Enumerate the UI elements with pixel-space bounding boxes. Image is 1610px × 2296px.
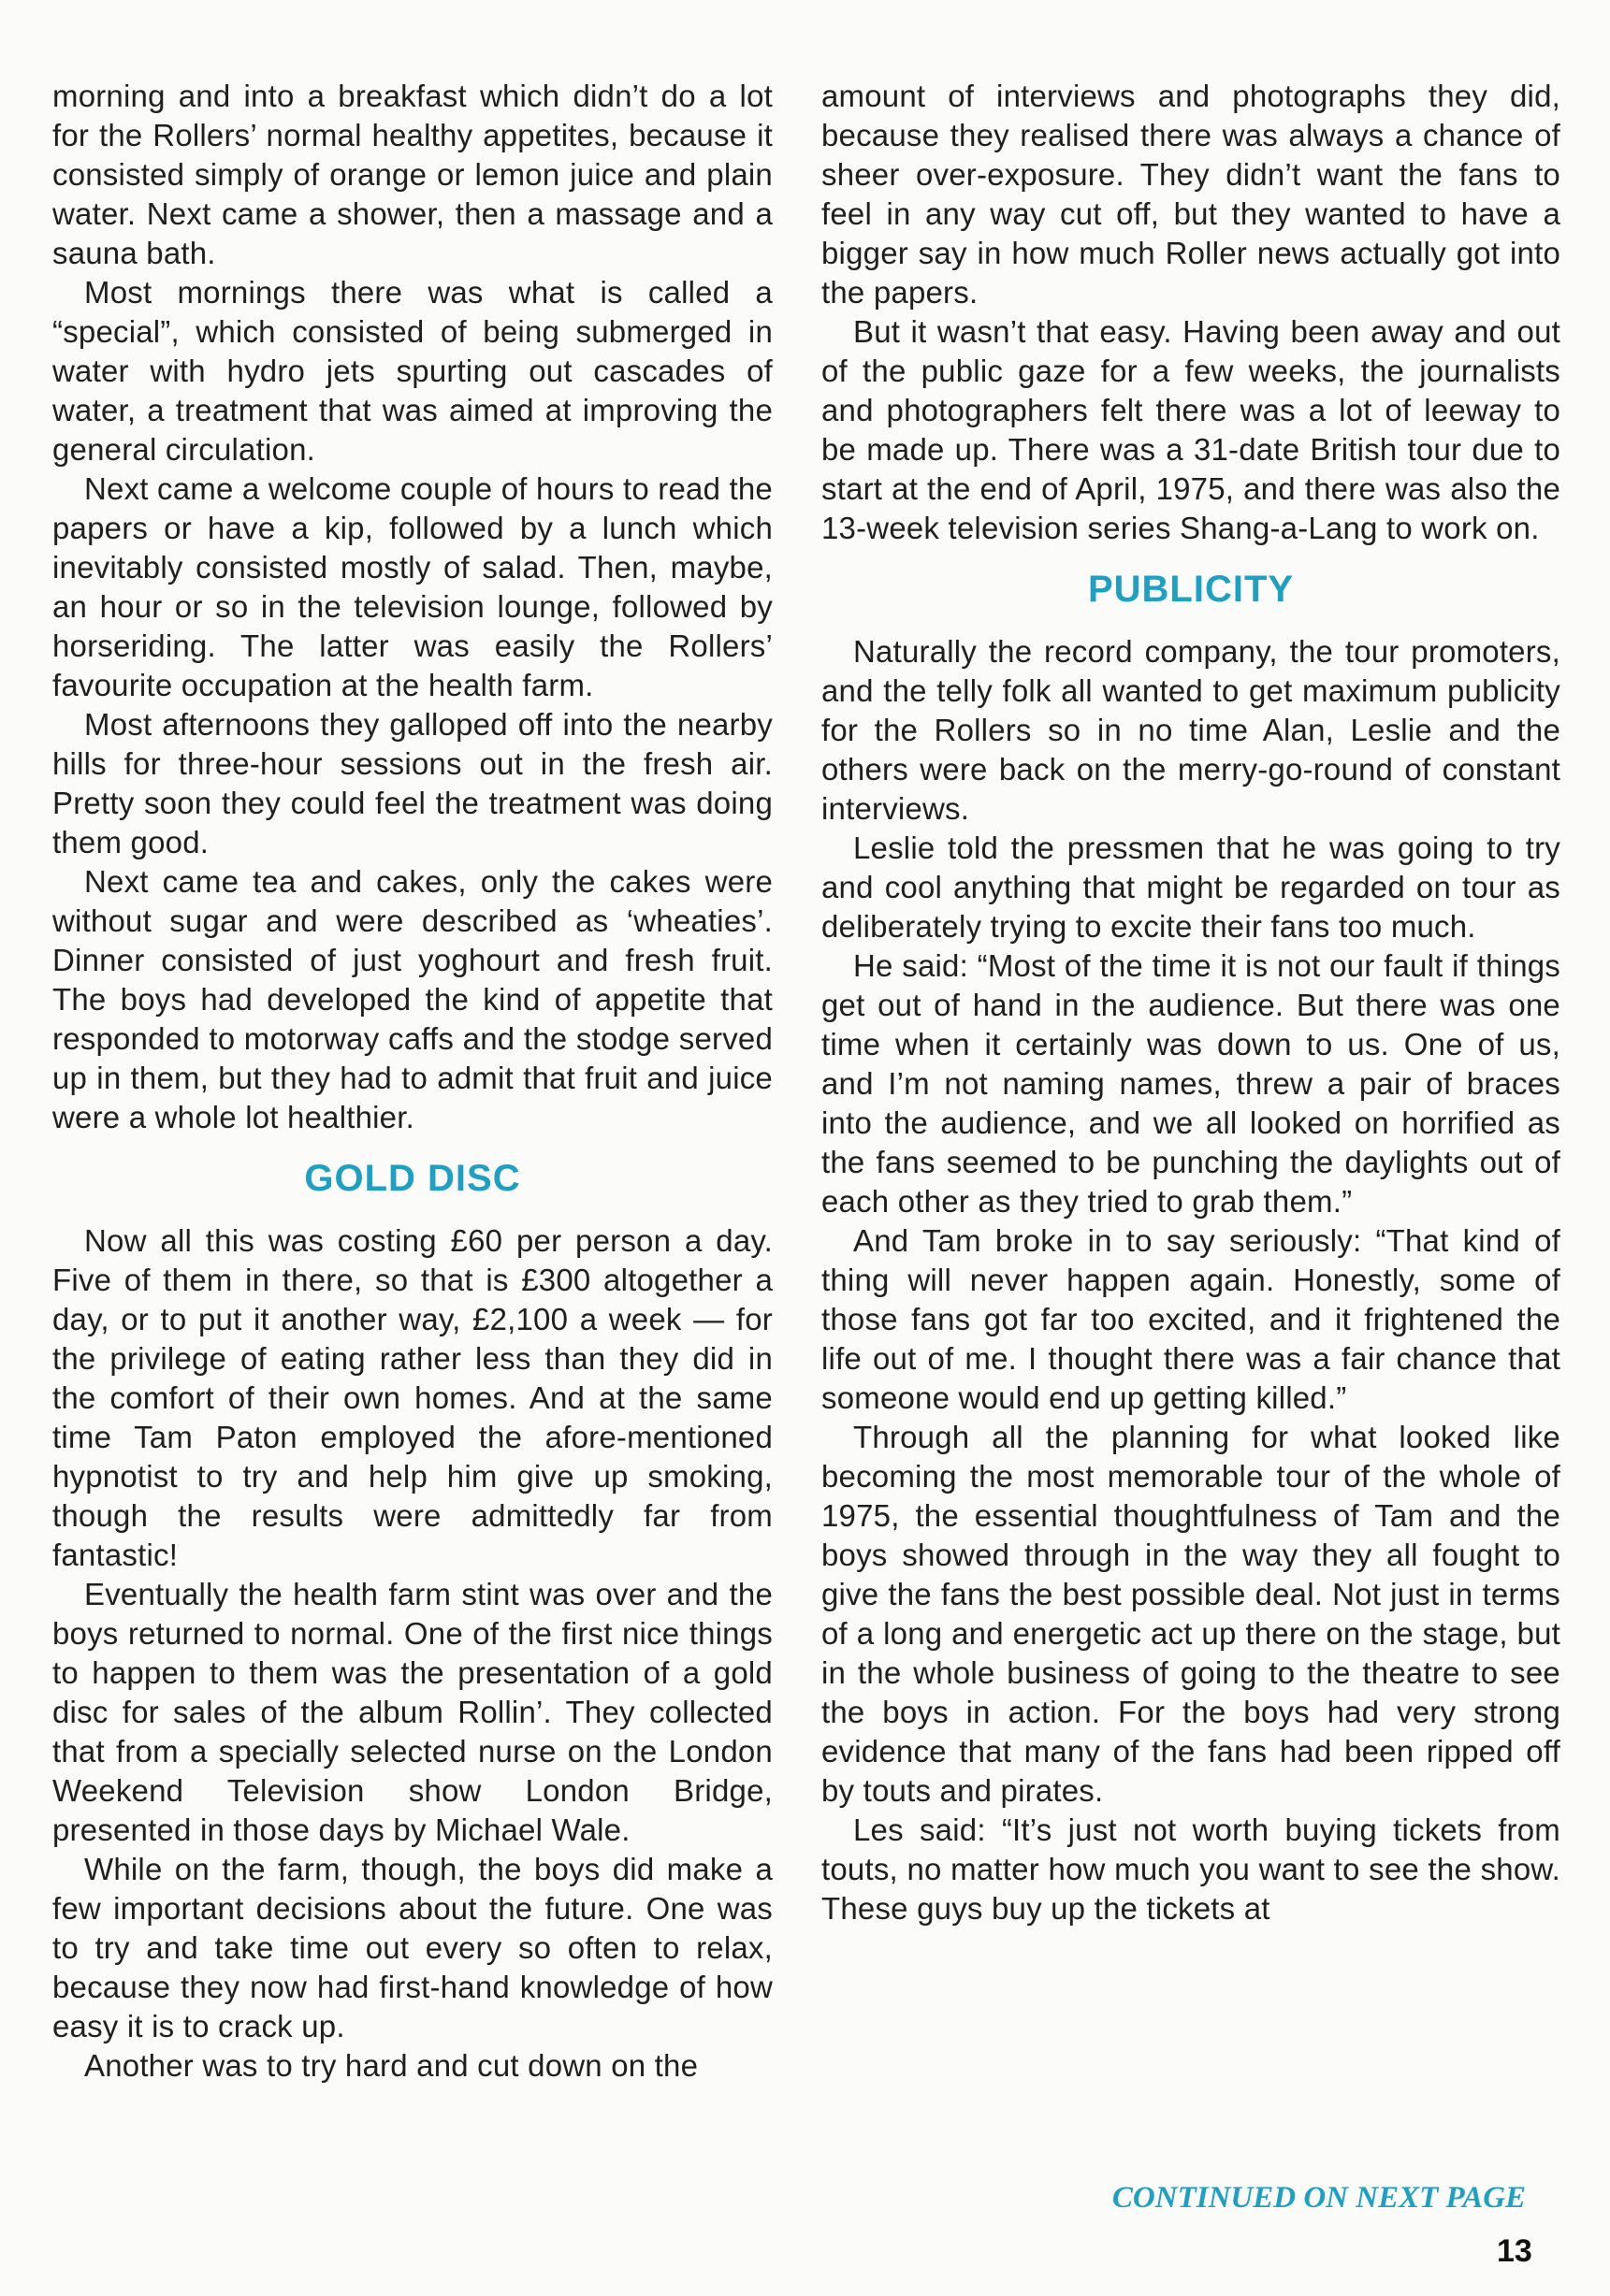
body-paragraph: But it wasn’t that easy. Having been away and out of the public gaze for a few weeks, the journalists and photographers felt there was a lot of leeway to be made up. There was a 31-date British tour due to start at the end of April, 1975, and there was also the 13-week television series Shang-a-Lang to work on. — [821, 314, 1560, 545]
body-paragraph: amount of interviews and photographs they did, because they realised there was always a chance of sheer over-exposure. They didn’t want the fans to feel in any way cut off, but they wanted to have a bigger say in how much Roller news actually got into the papers. — [821, 79, 1560, 310]
left-column — [52, 77, 773, 2086]
body-paragraph: Most afternoons they galloped off into the nearby hills for three-hour sessions out in the fresh air. Pretty soon they could feel the treatment was doing them good. — [52, 707, 773, 859]
body-paragraph: Les said: “It’s just not worth buying tickets from touts, no matter how much you want to see the show. These guys buy up the tickets at — [821, 1812, 1560, 1926]
continued-on-next-page: CONTINUED ON NEXT PAGE — [1111, 2181, 1527, 2215]
body-paragraph: morning and into a breakfast which didn’t do a lot for the Rollers’ normal healthy appetites, because it consisted simply of orange or lemon juice and plain water. Next came a shower, then a massage and a sauna bath. — [52, 79, 773, 270]
body-paragraph: Most mornings there was what is called a “special”, which consisted of being submerged in water with hydro jets spurting out cascades of water, a treatment that was aimed at improving the general circulation. — [52, 275, 773, 467]
body-paragraph: Through all the planning for what looked like becoming the most memorable tour of the whole of 1975, the essential thoughtfulness of Tam and the boys showed through in the way they all fought to give the fans the best possible deal. Not just in terms of a long and energetic act up there on the stage, but in the whole business of going to the theatre to see the boys in action. For the boys had very strong evidence that many of the fans had been ripped off by touts and pirates. — [821, 1420, 1560, 1808]
body-paragraph: Now all this was costing £60 per person a day. Five of them in there, so that is £300 altogether a day, or to put it another way, £2,100 a week — for the privilege of eating rather less than they did in the comfort of their own homes. And at the same time Tam Paton employed the afore-mentioned hypnotist to try and help him give up smoking, though the results were admittedly far from fantastic! — [52, 1223, 773, 1572]
body-paragraph: He said: “Most of the time it is not our fault if things get out of hand in the audience. But there was one time when it certainly was down to us. One of us, and I’m not naming names, threw a pair of braces into the audience, and we all looked on horrified as the fans seemed to be punching the daylights out of each other as they tried to grab them.” — [821, 948, 1560, 1219]
body-paragraph: Naturally the record company, the tour promoters, and the telly folk all wanted to get maximum publicity for the Rollers so in no time Alan, Leslie and the others were back on the merry-go-round of constant interviews. — [821, 634, 1560, 826]
body-paragraph: Leslie told the pressmen that he was going to try and cool anything that might be regarded on tour as deliberately trying to excite their fans too much. — [821, 830, 1560, 944]
body-paragraph: Next came tea and cakes, only the cakes were without sugar and were described as ‘wheaties’. Dinner consisted of just yoghourt and fresh fruit. The boys had developed the kind of appetite that responded to motorway caffs and the stodge served up in them, but they had to admit that fruit and juice were a whole lot healthier. — [52, 864, 773, 1134]
body-paragraph: And Tam broke in to say seriously: “That kind of thing will never happen again. Honestly, some of those fans got far too excited, and it frightened the life out of me. I thought there was a fair chance that someone would end up getting killed.” — [821, 1223, 1560, 1415]
body-paragraph: While on the farm, though, the boys did make a few important decisions about the future. One was to try and take time out every so often to relax, because they now had first-hand knowledge of how easy it is to crack up. — [52, 1852, 773, 2043]
section-heading-publicity: PUBLICITY — [1087, 569, 1295, 610]
body-paragraph: Next came a welcome couple of hours to read the papers or have a kip, followed by a lunch which inevitably consisted mostly of salad. Then, maybe, an hour or so in the television lounge, followed by horseriding. The latter was easily the Rollers’ favourite occupation at the health farm. — [52, 471, 773, 702]
section-heading-gold-disc: GOLD DISC — [304, 1158, 521, 1199]
body-paragraph: Eventually the health farm stint was over and the boys returned to normal. One of the first nice things to happen to them was the presentation of a gold disc for sales of the album Rollin’. They collected that from a specially selected nurse on the London Weekend Television show London Bridge, presented in those days by Michael Wale. — [52, 1577, 773, 1847]
right-column — [821, 77, 1560, 1928]
page-number: 13 — [1497, 2233, 1532, 2269]
body-paragraph: Another was to try hard and cut down on the — [84, 2048, 699, 2083]
